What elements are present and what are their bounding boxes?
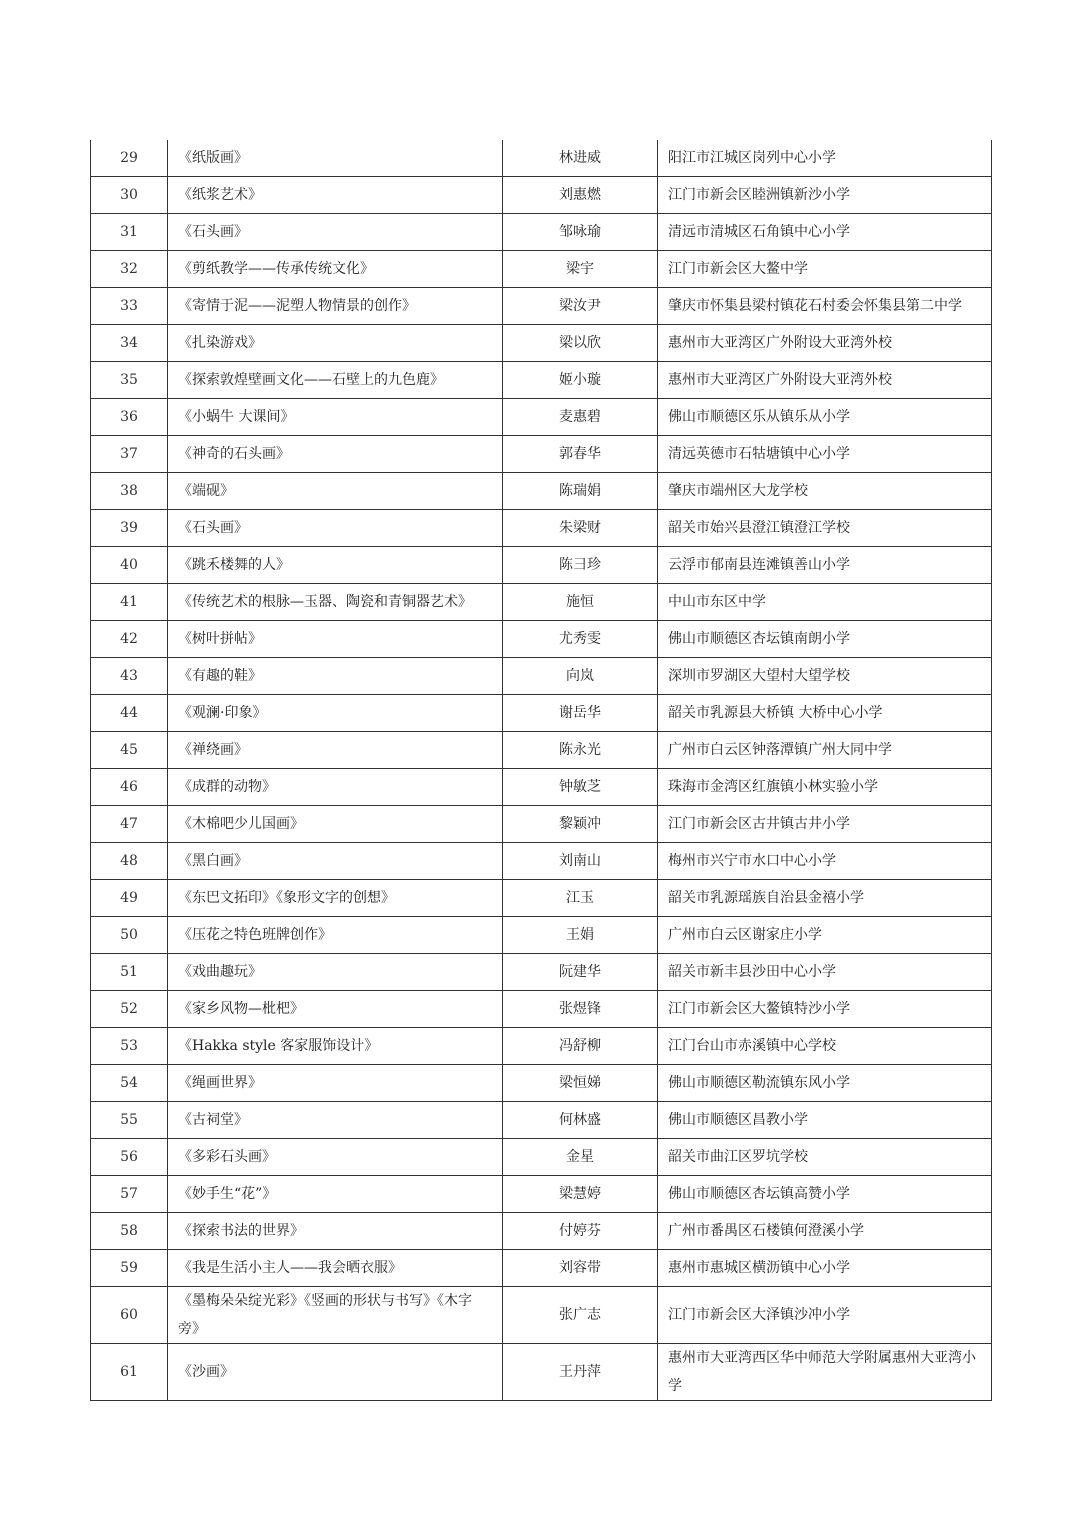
row-number: 44 [91, 695, 168, 732]
course-title: 《Hakka style 客家服饰设计》 [168, 1028, 503, 1065]
row-number: 32 [91, 251, 168, 288]
table-row [91, 177, 992, 214]
course-title: 《沙画》 [168, 1344, 503, 1401]
school-name: 广州市白云区钟落潭镇广州大同中学 [658, 732, 992, 769]
course-title: 《扎染游戏》 [168, 325, 503, 362]
table-row [91, 1176, 992, 1213]
course-title: 《墨梅朵朵绽光彩》《竖画的形状与书写》《木字旁》 [168, 1287, 503, 1344]
teacher-name: 尤秀雯 [503, 621, 658, 658]
course-title: 《小蜗牛 大课间》 [168, 399, 503, 436]
course-title: 《纸浆艺术》 [168, 177, 503, 214]
school-name: 江门市新会区大鳌镇特沙小学 [658, 991, 992, 1028]
row-number: 35 [91, 362, 168, 399]
teacher-name: 钟敏芝 [503, 769, 658, 806]
table-row [91, 1028, 992, 1065]
teacher-name: 施恒 [503, 584, 658, 621]
row-number: 29 [91, 140, 168, 177]
course-title: 《禅绕画》 [168, 732, 503, 769]
course-title: 《家乡风物—枇杷》 [168, 991, 503, 1028]
school-name: 清远英德市石牯塘镇中心小学 [658, 436, 992, 473]
row-number: 42 [91, 621, 168, 658]
row-number: 50 [91, 917, 168, 954]
course-title: 《戏曲趣玩》 [168, 954, 503, 991]
course-title: 《探索敦煌壁画文化——石壁上的九色鹿》 [168, 362, 503, 399]
teacher-name: 陈瑞娟 [503, 473, 658, 510]
school-name: 韶关市乳源瑶族自治县金禧小学 [658, 880, 992, 917]
teacher-name: 张煜锋 [503, 991, 658, 1028]
teacher-name: 郭春华 [503, 436, 658, 473]
teacher-name: 梁慧婷 [503, 1176, 658, 1213]
teacher-name: 谢岳华 [503, 695, 658, 732]
course-title: 《神奇的石头画》 [168, 436, 503, 473]
row-number: 53 [91, 1028, 168, 1065]
row-number: 36 [91, 399, 168, 436]
teacher-name: 何林盛 [503, 1102, 658, 1139]
row-number: 58 [91, 1213, 168, 1250]
row-number: 57 [91, 1176, 168, 1213]
row-number: 51 [91, 954, 168, 991]
school-name: 清远市清城区石角镇中心小学 [658, 214, 992, 251]
teacher-name: 冯舒柳 [503, 1028, 658, 1065]
entries-table-body [91, 140, 992, 1401]
teacher-name: 梁宇 [503, 251, 658, 288]
table-row [91, 991, 992, 1028]
row-number: 41 [91, 584, 168, 621]
teacher-name: 金星 [503, 1139, 658, 1176]
table-row [91, 954, 992, 991]
table-row [91, 1065, 992, 1102]
school-name: 江门台山市赤溪镇中心学校 [658, 1028, 992, 1065]
course-title: 《古祠堂》 [168, 1102, 503, 1139]
school-name: 韶关市曲江区罗坑学校 [658, 1139, 992, 1176]
row-number: 38 [91, 473, 168, 510]
course-title: 《压花之特色班牌创作》 [168, 917, 503, 954]
teacher-name: 林进威 [503, 140, 658, 177]
course-title: 《探索书法的世界》 [168, 1213, 503, 1250]
table-row [91, 1139, 992, 1176]
teacher-name: 刘容带 [503, 1250, 658, 1287]
school-name: 韶关市新丰县沙田中心小学 [658, 954, 992, 991]
teacher-name: 梁恒娣 [503, 1065, 658, 1102]
table-row [91, 362, 992, 399]
table-row [91, 658, 992, 695]
school-name: 佛山市顺德区勒流镇东风小学 [658, 1065, 992, 1102]
teacher-name: 向岚 [503, 658, 658, 695]
teacher-name: 王娟 [503, 917, 658, 954]
course-title: 《有趣的鞋》 [168, 658, 503, 695]
row-number: 48 [91, 843, 168, 880]
course-title: 《我是生活小主人——我会晒衣服》 [168, 1250, 503, 1287]
row-number: 54 [91, 1065, 168, 1102]
table-row [91, 547, 992, 584]
table-row [91, 880, 992, 917]
teacher-name: 付婷芬 [503, 1213, 658, 1250]
row-number: 31 [91, 214, 168, 251]
row-number: 45 [91, 732, 168, 769]
table-row [91, 436, 992, 473]
teacher-name: 刘南山 [503, 843, 658, 880]
row-number: 47 [91, 806, 168, 843]
row-number: 59 [91, 1250, 168, 1287]
table-row [91, 806, 992, 843]
teacher-name: 阮建华 [503, 954, 658, 991]
course-title: 《石头画》 [168, 214, 503, 251]
row-number: 30 [91, 177, 168, 214]
table-row [91, 399, 992, 436]
teacher-name: 陈永光 [503, 732, 658, 769]
teacher-name: 姬小璇 [503, 362, 658, 399]
row-number: 61 [91, 1344, 168, 1401]
school-name: 江门市新会区睦洲镇新沙小学 [658, 177, 992, 214]
course-title: 《妙手生“花”》 [168, 1176, 503, 1213]
course-title: 《纸版画》 [168, 140, 503, 177]
row-number: 37 [91, 436, 168, 473]
course-title: 《寄情于泥——泥塑人物情景的创作》 [168, 288, 503, 325]
row-number: 46 [91, 769, 168, 806]
school-name: 佛山市顺德区杏坛镇高赞小学 [658, 1176, 992, 1213]
table-row [91, 769, 992, 806]
table-row [91, 510, 992, 547]
table-row [91, 325, 992, 362]
course-title: 《端砚》 [168, 473, 503, 510]
table-row [91, 917, 992, 954]
school-name: 佛山市顺德区杏坛镇南朗小学 [658, 621, 992, 658]
school-name: 惠州市大亚湾西区华中师范大学附属惠州大亚湾小学 [658, 1344, 992, 1401]
course-title: 《黑白画》 [168, 843, 503, 880]
row-number: 34 [91, 325, 168, 362]
school-name: 云浮市郁南县连滩镇善山小学 [658, 547, 992, 584]
school-name: 江门市新会区古井镇古井小学 [658, 806, 992, 843]
teacher-name: 邹咏瑜 [503, 214, 658, 251]
school-name: 肇庆市端州区大龙学校 [658, 473, 992, 510]
row-number: 55 [91, 1102, 168, 1139]
table-row [91, 473, 992, 510]
course-title: 《树叶拼帖》 [168, 621, 503, 658]
teacher-name: 陈彐珍 [503, 547, 658, 584]
course-title: 《石头画》 [168, 510, 503, 547]
table-row [91, 843, 992, 880]
table-row [91, 621, 992, 658]
teacher-name: 梁以欣 [503, 325, 658, 362]
teacher-name: 王丹萍 [503, 1344, 658, 1401]
course-title: 《传统艺术的根脉—玉器、陶瓷和青铜器艺术》 [168, 584, 503, 621]
school-name: 惠州市大亚湾区广外附设大亚湾外校 [658, 325, 992, 362]
school-name: 江门市新会区大鳌中学 [658, 251, 992, 288]
table-row [91, 214, 992, 251]
teacher-name: 刘惠燃 [503, 177, 658, 214]
school-name: 珠海市金湾区红旗镇小林实验小学 [658, 769, 992, 806]
teacher-name: 梁汝尹 [503, 288, 658, 325]
row-number: 49 [91, 880, 168, 917]
row-number: 43 [91, 658, 168, 695]
table-row [91, 1344, 992, 1401]
school-name: 江门市新会区大泽镇沙冲小学 [658, 1287, 992, 1344]
course-title: 《绳画世界》 [168, 1065, 503, 1102]
table-row [91, 732, 992, 769]
school-name: 佛山市顺德区昌教小学 [658, 1102, 992, 1139]
row-number: 40 [91, 547, 168, 584]
teacher-name: 黎颖冲 [503, 806, 658, 843]
course-title: 《木棉吧少儿国画》 [168, 806, 503, 843]
school-name: 广州市番禺区石楼镇何澄溪小学 [658, 1213, 992, 1250]
row-number: 60 [91, 1287, 168, 1344]
school-name: 惠州市大亚湾区广外附设大亚湾外校 [658, 362, 992, 399]
course-title: 《观澜·印象》 [168, 695, 503, 732]
table-row [91, 1287, 992, 1344]
school-name: 肇庆市怀集县梁村镇花石村委会怀集县第二中学 [658, 288, 992, 325]
school-name: 深圳市罗湖区大望村大望学校 [658, 658, 992, 695]
course-title: 《多彩石头画》 [168, 1139, 503, 1176]
teacher-name: 朱梁财 [503, 510, 658, 547]
course-title: 《剪纸教学——传承传统文化》 [168, 251, 503, 288]
school-name: 广州市白云区谢家庄小学 [658, 917, 992, 954]
entries-table [90, 140, 992, 1401]
table-row [91, 288, 992, 325]
table-row [91, 1102, 992, 1139]
course-title: 《成群的动物》 [168, 769, 503, 806]
table-row [91, 584, 992, 621]
table-row [91, 695, 992, 732]
teacher-name: 江玉 [503, 880, 658, 917]
course-title: 《跳禾楼舞的人》 [168, 547, 503, 584]
row-number: 33 [91, 288, 168, 325]
table-row [91, 1250, 992, 1287]
school-name: 惠州市惠城区横沥镇中心小学 [658, 1250, 992, 1287]
row-number: 39 [91, 510, 168, 547]
row-number: 52 [91, 991, 168, 1028]
school-name: 韶关市乳源县大桥镇 大桥中心小学 [658, 695, 992, 732]
school-name: 梅州市兴宁市水口中心小学 [658, 843, 992, 880]
teacher-name: 张广志 [503, 1287, 658, 1344]
school-name: 阳江市江城区岗列中心小学 [658, 140, 992, 177]
table-row [91, 1213, 992, 1250]
school-name: 佛山市顺德区乐从镇乐从小学 [658, 399, 992, 436]
course-title: 《东巴文拓印》《象形文字的创想》 [168, 880, 503, 917]
teacher-name: 麦惠碧 [503, 399, 658, 436]
table-row [91, 140, 992, 177]
table-row [91, 251, 992, 288]
school-name: 中山市东区中学 [658, 584, 992, 621]
school-name: 韶关市始兴县澄江镇澄江学校 [658, 510, 992, 547]
row-number: 56 [91, 1139, 168, 1176]
